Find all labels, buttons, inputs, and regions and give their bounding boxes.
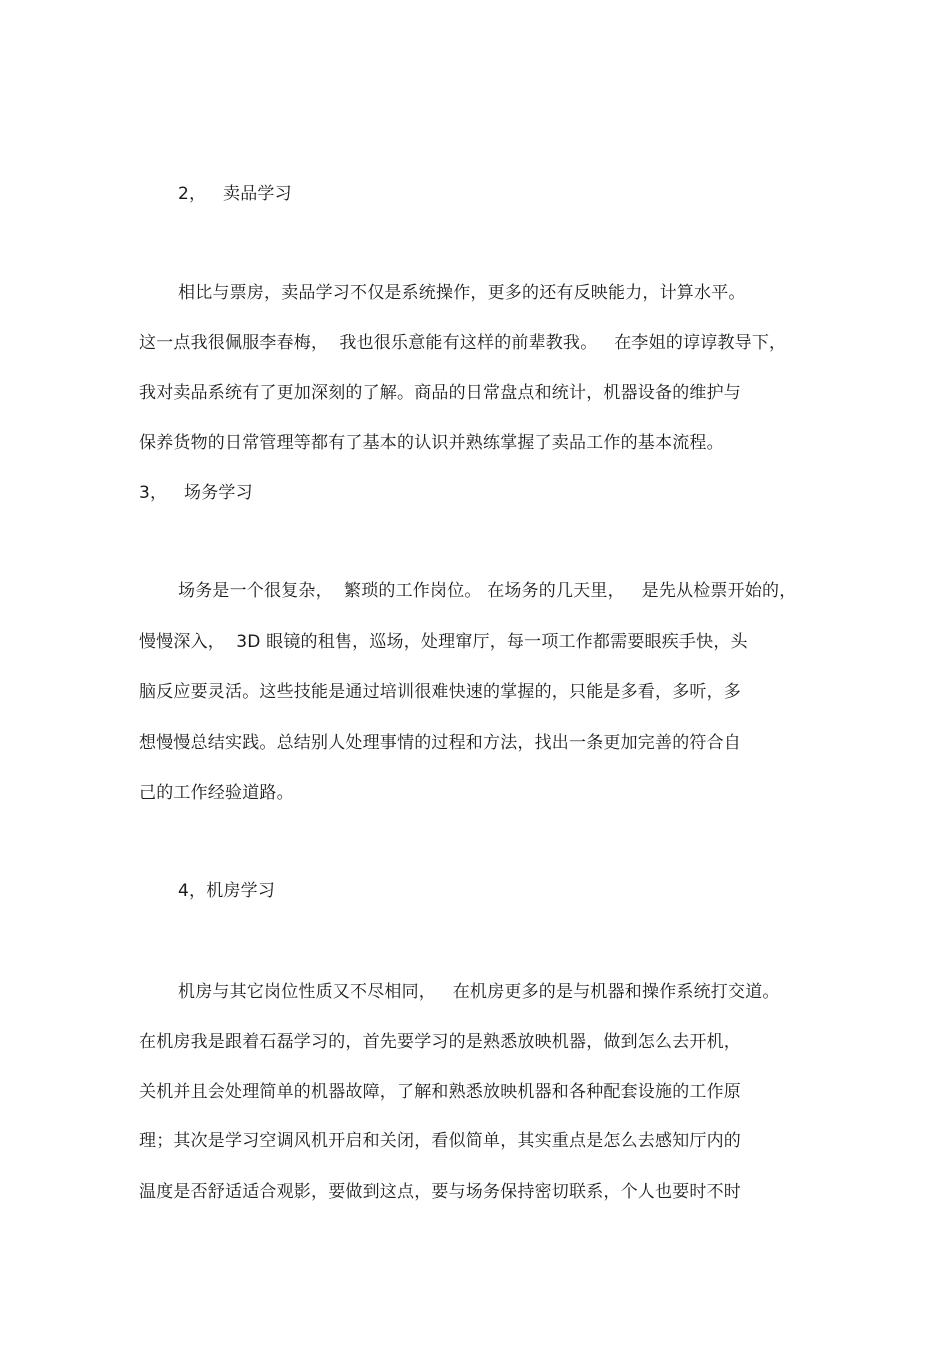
paragraph-line: 相比与票房，卖品学习不仅是系统操作，更多的还有反映能力，计算水平。 (178, 283, 746, 303)
paragraph-line: 机房与其它岗位性质又不尽相同， 在机房更多的是与机器和操作系统打交道。 (178, 982, 780, 1002)
section-heading-2: 2， 卖品学习 (178, 184, 292, 204)
paragraph-line: 想慢慢总结实践。总结别人处理事情的过程和方法，找出一条更加完善的符合自 (139, 733, 741, 753)
paragraph-line: 理；其次是学习空调风机开启和关闭，看似简单，其实重点是怎么去感知厅内的 (139, 1131, 741, 1151)
paragraph-line: 我对卖品系统有了更加深刻的了解。商品的日常盘点和统计，机器设备的维护与 (139, 383, 741, 403)
paragraph-line: 慢慢深入， 3D 眼镜的租售，巡场，处理窜厅，每一项工作都需要眼疾手快，头 (139, 632, 748, 652)
paragraph-line: 保养货物的日常管理等都有了基本的认识并熟练掌握了卖品工作的基本流程。 (139, 433, 724, 453)
section-heading-3: 3， 场务学习 (139, 483, 253, 503)
paragraph-line: 这一点我很佩服李春梅， 我也很乐意能有这样的前辈教我。 在李姐的谆谆教导下， (139, 333, 787, 353)
paragraph-line: 关机并且会处理简单的机器故障，了解和熟悉放映机器和各种配套设施的工作原 (139, 1082, 741, 1102)
section-heading-4: 4，机房学习 (178, 881, 276, 901)
paragraph-line: 场务是一个很复杂， 繁琐的工作岗位。 在场务的几天里， 是先从检票开始的， (178, 581, 797, 601)
paragraph-line: 己的工作经验道路。 (139, 783, 294, 803)
paragraph-line: 脑反应要灵活。这些技能是通过培训很难快速的掌握的，只能是多看，多听，多 (139, 682, 741, 702)
paragraph-line: 温度是否舒适适合观影，要做到这点，要与场务保持密切联系，个人也要时不时 (139, 1182, 741, 1202)
paragraph-line: 在机房我是跟着石磊学习的，首先要学习的是熟悉放映机器，做到怎么去开机， (139, 1032, 741, 1052)
